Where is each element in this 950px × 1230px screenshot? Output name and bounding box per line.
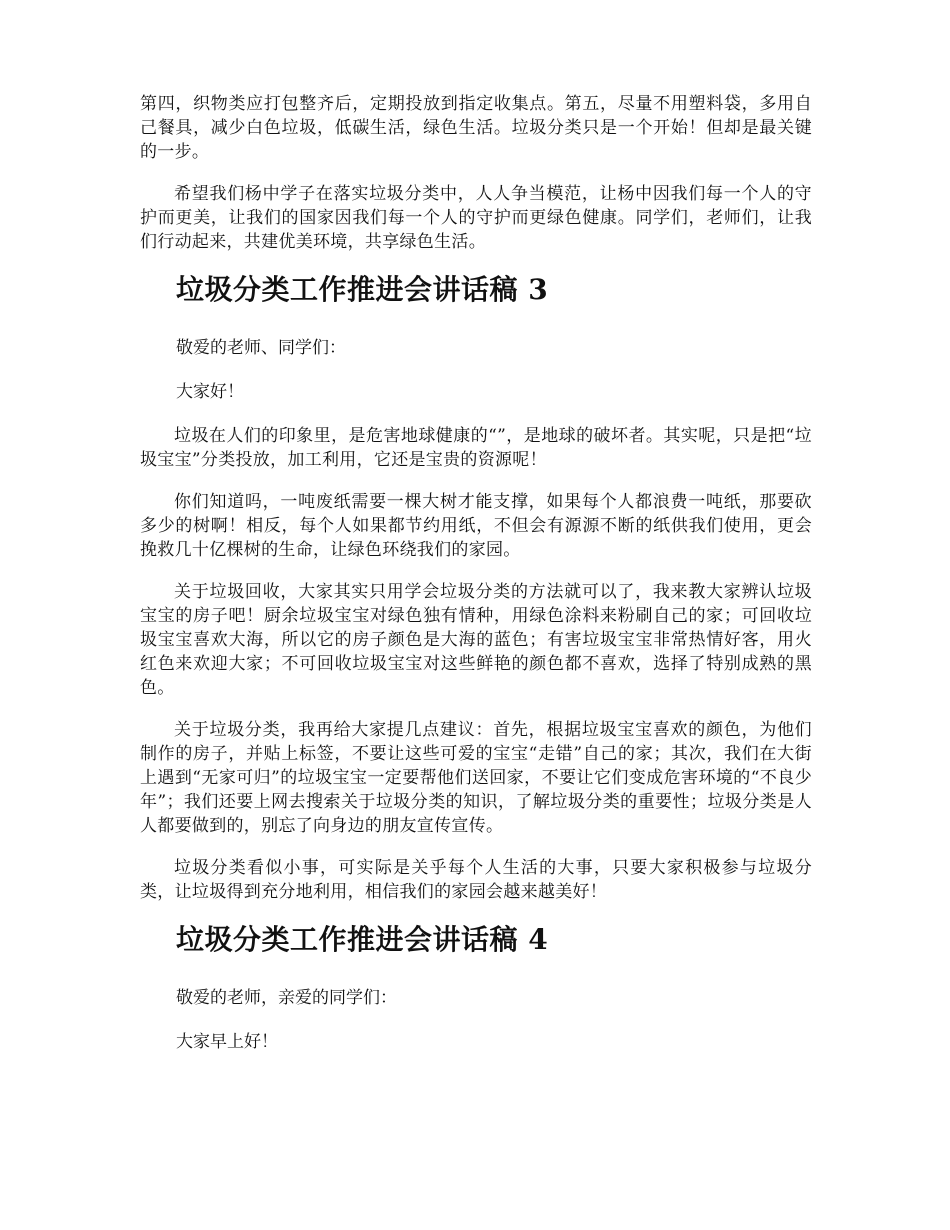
paragraph: 关于垃圾分类，我再给大家提几点建议：首先，根据垃圾宝宝喜欢的颜色，为他们制作的房子，并贴上标签，不要让这些可爱的宝宝“走错”自己的家；其次，我们在大街上遇到“无家可归”的垃圾宝宝一定要帮他们送回家，不要让它们变成危害环境的“不良少年”；我们还要上网去搜索关于垃圾分类的知识，了解垃圾分类的重要性；垃圾分类是人人都要做到的，别忘了向身边的朋友宣传宣传。 <box>140 720 812 836</box>
paragraph: 第四，织物类应打包整齐后，定期投放到指定收集点。第五，尽量不用塑料袋，多用自己餐具，减少白色垃圾，低碳生活，绿色生活。垃圾分类只是一个开始！但却是最关键的一步。 <box>140 94 812 162</box>
paragraph: 垃圾在人们的印象里，是危害地球健康的“”，是地球的破坏者。其实呢，只是把“垃圾宝宝”分类投放，加工利用，它还是宝贵的资源呢！ <box>140 426 812 470</box>
opening-line: 大家好！ <box>176 382 244 402</box>
opening-line: 大家早上好！ <box>176 1032 278 1052</box>
document-page <box>140 92 812 1074</box>
paragraph: 垃圾分类看似小事，可实际是关乎每个人生活的大事，只要大家积极参与垃圾分类，让垃圾得到充分地利用，相信我们的家园会越来越美好！ <box>140 858 812 902</box>
paragraph: 希望我们杨中学子在落实垃圾分类中，人人争当模范，让杨中因我们每一个人的守护而更美，让我们的国家因我们每一个人的守护而更绿色健康。同学们，老师们，让我们行动起来，共建优美环境，共享绿色生活。 <box>140 184 812 252</box>
section-heading: 垃圾分类工作推进会讲话稿 3 <box>176 273 549 306</box>
section-heading: 垃圾分类工作推进会讲话稿 4 <box>176 923 549 956</box>
greeting: 敬爱的老师、同学们： <box>176 338 346 358</box>
greeting: 敬爱的老师，亲爱的同学们： <box>176 988 397 1008</box>
paragraph: 你们知道吗，一吨废纸需要一棵大树才能支撑，如果每个人都浪费一吨纸，那要砍多少的树啊！相反，每个人如果都节约用纸，不但会有源源不断的纸供我们使用，更会挽救几十亿棵树的生命，让绿色环绕我们的家园。 <box>140 492 812 560</box>
paragraph: 关于垃圾回收，大家其实只用学会垃圾分类的方法就可以了，我来教大家辨认垃圾宝宝的房子吧！厨余垃圾宝宝对绿色独有情种，用绿色涂料来粉刷自己的家；可回收垃圾宝宝喜欢大海，所以它的房子颜色是大海的蓝色；有害垃圾宝宝非常热情好客，用火红色来欢迎大家；不可回收垃圾宝宝对这些鲜艳的颜色都不喜欢，选择了特别成熟的黑色。 <box>140 582 812 698</box>
